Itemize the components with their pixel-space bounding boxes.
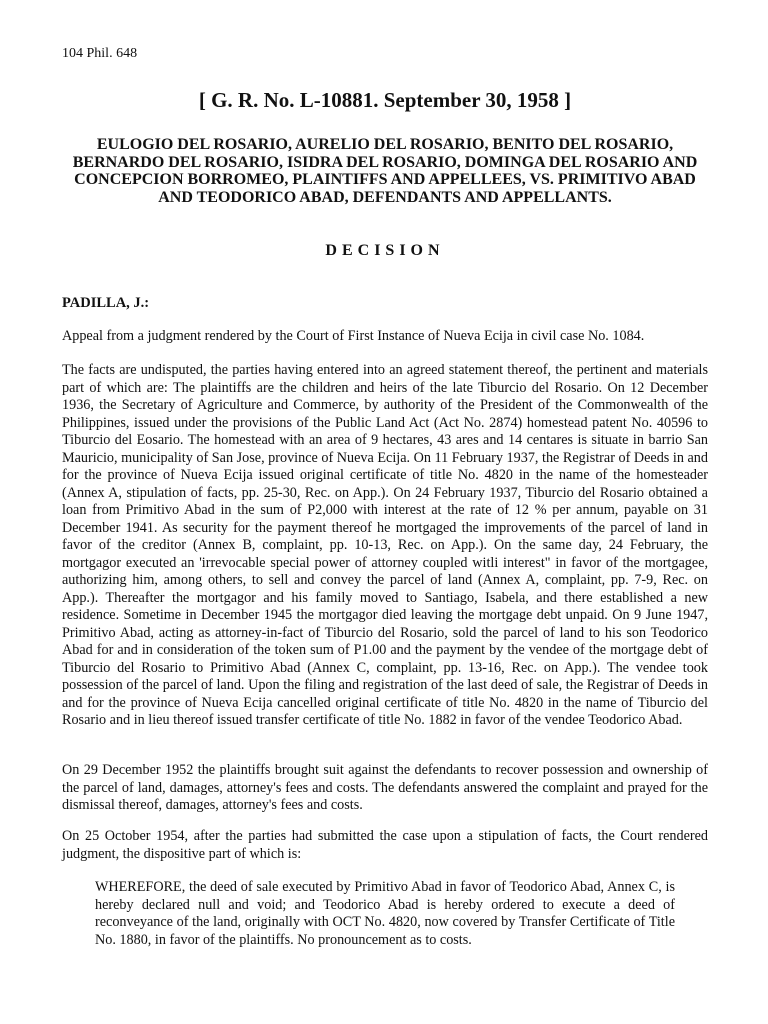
paragraph-3: On 29 December 1952 the plaintiffs brought suit against the defendants to recover possession and ownership of the parcel of land, damages, attorney's fees and costs. The defendants answered the complaint and prayed for the dismissal thereof, damages, attorney's fees and costs. — [62, 762, 708, 813]
case-parties: EULOGIO DEL ROSARIO, AURELIO DEL ROSARIO, BENITO DEL ROSARIO, BERNARDO DEL ROSARIO, ISIDRA DEL ROSARIO, DOMINGA DEL ROSARIO AND CONCEPCION BORROMEO, PLAINTIFFS AND APPELLEES, VS. PRIMITIVO ABAD AND TEODORICO ABAD, DEFENDANTS AND APPELLANTS. — [72, 136, 698, 206]
paragraph-4: On 25 October 1954, after the parties had submitted the case upon a stipulation of facts, the Court rendered judgment, the dispositive part of which is: — [62, 828, 708, 862]
paragraph-2: The facts are undisputed, the parties having entered into an agreed statement thereof, the pertinent and materials part of which are: The plaintiffs are the children and heirs of the late Tiburcio del Rosario. On 12 December 1936, the Secretary of Agriculture and Commerce, by authority of the President of the Commonwealth of the Philippines, issued under the provisions of the Public Land Act (Act No. 2874) homestead patent No. 40596 to Tiburcio del Eosario. The homestead with an area of 9 hectares, 43 ares and 14 centares is situate in barrio San Mauricio, municipality of San Jose, province of Nueva Ecija. On 11 February 1937, the Registrar of Deeds in and for the province of Nueva Ecija issued original certificate of title No. 4820 in the name of the homesteader (Annex A, stipulation of facts, pp. 25-30, Rec. on App.). On 24 February 1937, Tiburcio del Rosario obtained a loan from Primitivo Abad in the sum of P2,000 with interest at the rate of 12 % per annum, payable on 31 December 1941. As security for the payment thereof he mortgaged the improvements of the parcel of land in favor of the creditor (Annex B, complaint, pp. 10-13, Rec. on App.). On the same day, 24 February, the mortgagor executed an 'irrevocable special power of attorney coupled witli interest" in favor of the mortgagee, authorizing him, among others, to sell and convey the parcel of land (Annex A, complaint, pp. 7-9, Rec. on App.). Thereafter the mortgagor and his family moved to Santiago, Isabela, and there established a new residence. Sometime in December 1945 the mortgagor died leaving the mortgage debt unpaid. On 9 June 1947, Primitivo Abad, acting as attorney-in-fact of Tiburcio del Rosario, sold the parcel of land to his son Teodorico Abad for and in consideration of the token sum of P1.00 and the payment by the vendee of the mortgage debt of Tiburcio del Rosario to Primitivo Abad (Annex C, complaint, pp. 13-16, Rec. on App.). The vendee took possession of the parcel of land. Upon the filing and registration of the last deed of sale, the Registrar of Deeds in and for the province of Nueva Ecija cancelled original certificate of title No. 4820 in the name of Tiburcio del Rosario and in lieu thereof issued transfer certificate of title No. 1882 in favor of the vendee Teodorico Abad. — [62, 362, 708, 728]
document-page — [62, 0, 708, 1024]
case-title: [ G. R. No. L-10881. September 30, 1958 ] — [198, 88, 572, 112]
dispositive-quote: WHEREFORE, the deed of sale executed by Primitivo Abad in favor of Teodorico Abad, Annex C, is hereby declared null and void; and Teodorico Abad is hereby ordered to execute a deed of reconveyance of the land, originally with OCT No. 4820, now covered by Transfer Certificate of Title No. 1880, in favor of the plaintiffs. No pronouncement as to costs. — [95, 879, 675, 948]
ponente: PADILLA, J.: — [62, 295, 150, 311]
paragraph-1: Appeal from a judgment rendered by the Court of First Instance of Nueva Ecija in civil case No. 1084. — [62, 328, 645, 344]
citation: 104 Phil. 648 — [62, 46, 138, 61]
decision-heading: DECISION — [325, 242, 445, 259]
